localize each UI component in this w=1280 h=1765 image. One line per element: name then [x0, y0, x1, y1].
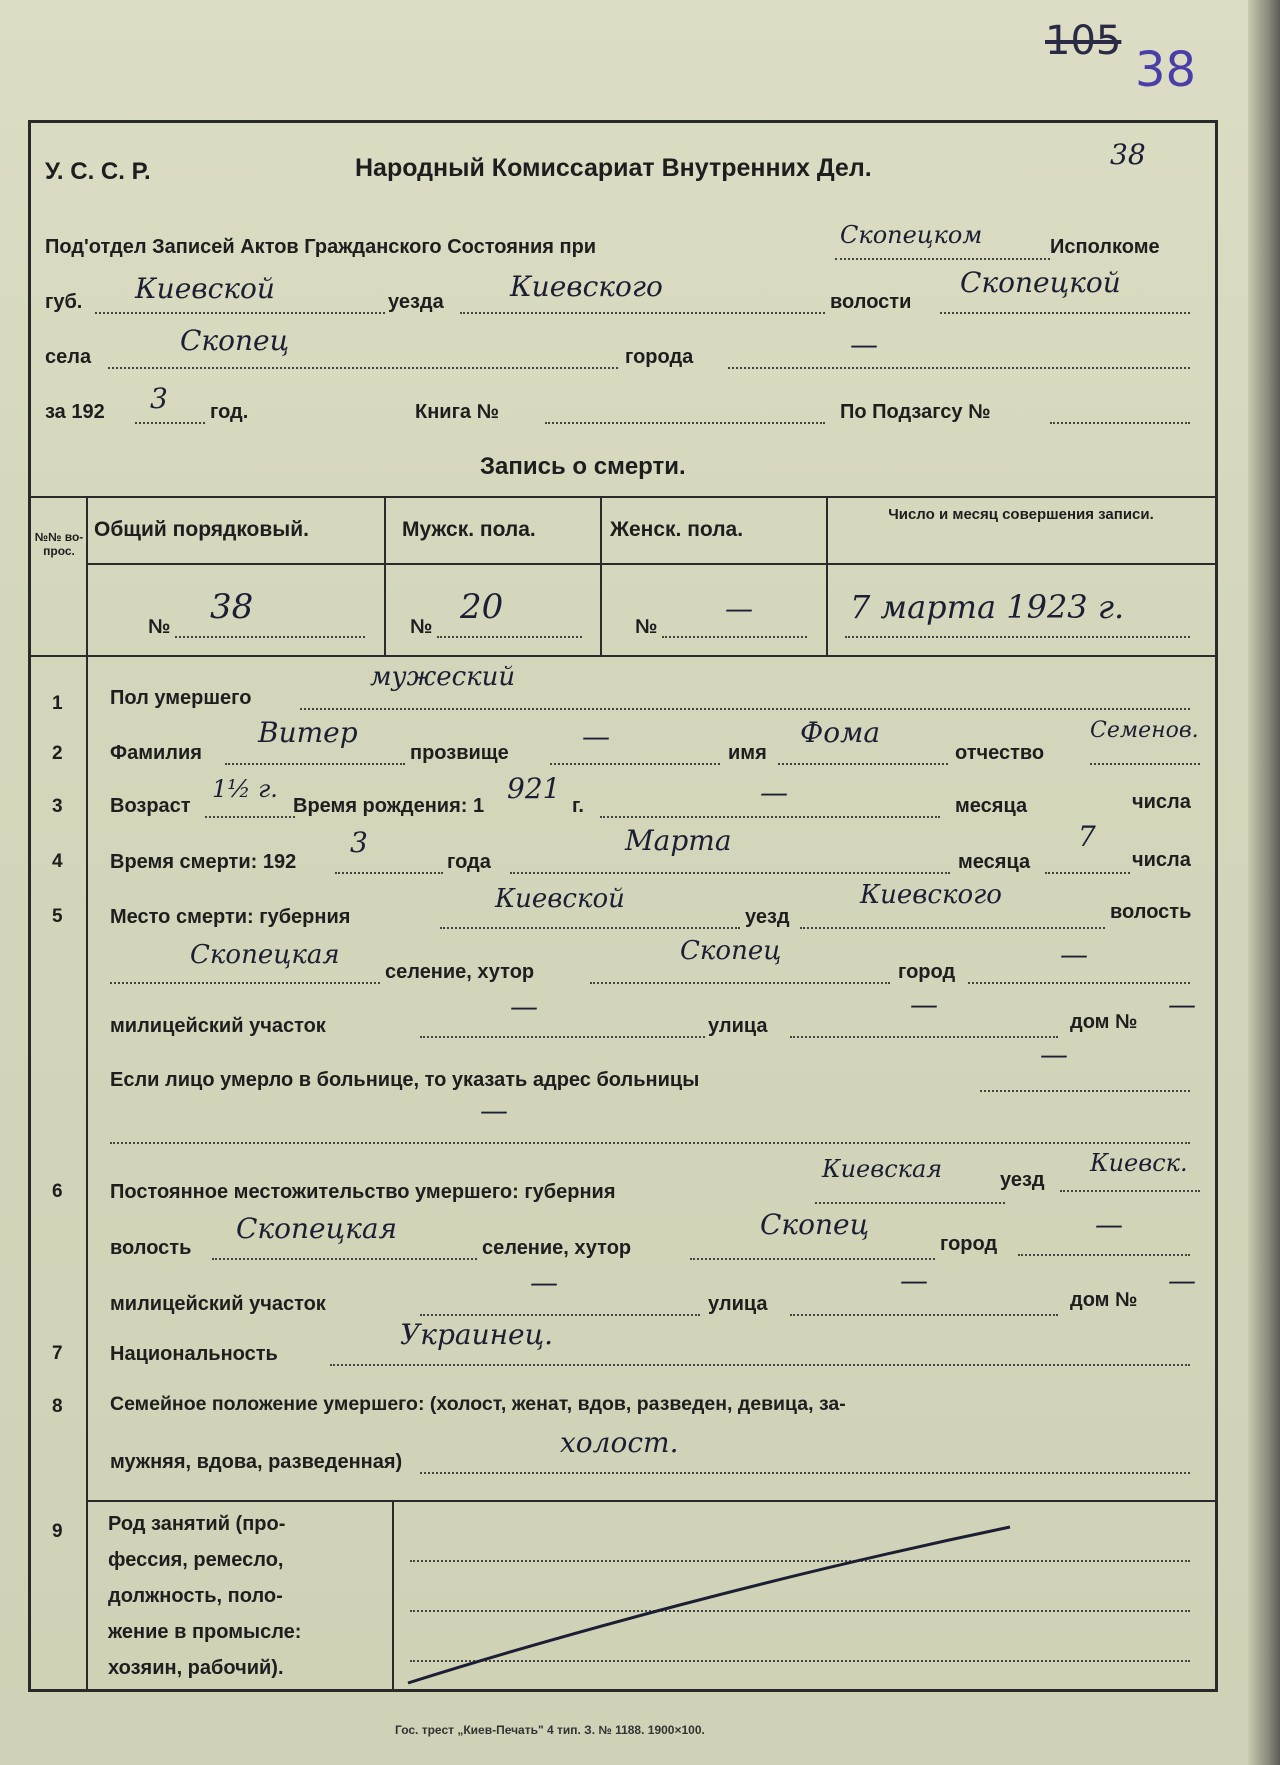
gub-line [95, 312, 385, 314]
record-number-handwritten: 38 [1110, 138, 1146, 171]
birth-month-value: — [760, 776, 788, 809]
age-line [205, 816, 295, 818]
death-month-value: Марта [625, 824, 732, 857]
residence-volost-line [212, 1258, 477, 1260]
death-uezd-label: уезд [745, 906, 790, 928]
death-gorod-value: — [1060, 938, 1088, 971]
row9-top-line [86, 1500, 1218, 1502]
hospital-value: — [1040, 1038, 1068, 1071]
death-day-value: 7 [1078, 820, 1096, 853]
patronymic-value: Семенов. [1090, 718, 1199, 743]
name-value: Фома [800, 716, 881, 749]
book-label: Книга № [415, 401, 499, 423]
marital-status-label: Семейное положение умершего: (холост, женат, вдов, разведен, девица, за- [110, 1393, 846, 1415]
nickname-label: прозвище [410, 742, 509, 764]
year-line [135, 422, 205, 424]
birth-day-label: числа [1132, 791, 1191, 813]
death-month-label: месяца [958, 851, 1031, 873]
birth-year-g: г. [572, 795, 584, 817]
volost-line [940, 312, 1190, 314]
marital-status-value: холост. [560, 1426, 679, 1459]
death-militia-label: милицейский участок [110, 1015, 326, 1037]
row-num-2: 2 [52, 743, 63, 764]
death-volost-line [110, 982, 380, 984]
occupation-line-3: должность, поло- [108, 1585, 283, 1607]
col-date-header: Число и месяц совершения записи. [888, 506, 1154, 523]
death-house-value: — [1168, 988, 1196, 1021]
subdept-value: Скопецком [840, 221, 983, 249]
table-col-sep-1 [384, 496, 386, 656]
gorod-value: — [850, 328, 878, 361]
val3-line [662, 636, 807, 638]
name-line [778, 763, 948, 765]
sex-line [300, 708, 1190, 710]
birth-year-value: 921 [507, 772, 561, 805]
death-street-line [790, 1036, 1058, 1038]
num-sign-2: № [410, 616, 433, 638]
struck-archive-number: 105 [1045, 18, 1122, 64]
death-month-line [510, 872, 950, 874]
nationality-label: Национальность [110, 1343, 278, 1365]
gorod-line [728, 367, 1190, 369]
table-col-sep-0 [86, 496, 88, 1692]
residence-gorod-value: — [1095, 1208, 1123, 1241]
row-num-5: 5 [52, 906, 63, 927]
subdept-label: Под'отдел Записей Актов Гражданского Состояния при [45, 236, 597, 258]
book-line [545, 422, 825, 424]
residence-militia-line [420, 1314, 700, 1316]
patronymic-label: отчество [955, 742, 1045, 764]
occupation-line-4: жение в промысле: [108, 1621, 302, 1643]
residence-selenie-line [690, 1258, 935, 1260]
nickname-line [550, 763, 720, 765]
male-number-value: 20 [460, 587, 504, 627]
gorod-label: города [625, 346, 694, 368]
residence-house-value: — [1168, 1264, 1196, 1297]
surname-label: Фамилия [110, 742, 202, 764]
age-label: Возраст [110, 795, 191, 817]
residence-street-value: — [900, 1264, 928, 1297]
death-street-value: — [910, 988, 938, 1021]
selo-line [108, 367, 618, 369]
row9-col-sep [392, 1500, 394, 1692]
record-date-value: 7 марта 1923 г. [850, 588, 1125, 626]
uezd-line [460, 312, 825, 314]
residence-volost-value: Скопецкая [236, 1212, 398, 1245]
residence-uezd-line [1060, 1190, 1200, 1192]
residence-house-label: дом № [1070, 1289, 1138, 1311]
val1-line [175, 636, 365, 638]
marital-status-label-2: мужняя, вдова, разведенная) [110, 1451, 403, 1473]
death-day-line [1045, 872, 1130, 874]
hospital-line-2 [110, 1142, 1190, 1144]
death-year-line [335, 872, 443, 874]
death-uezd-line [800, 927, 1105, 929]
col-female-header: Женск. пола. [610, 518, 744, 541]
nationality-line [330, 1364, 1190, 1366]
uezd-label: уезда [388, 291, 444, 313]
age-value: 1½ г. [212, 775, 278, 803]
death-gorod-label: город [898, 961, 956, 983]
birth-label: Время рождения: 1 [293, 795, 485, 817]
row-num-4: 4 [52, 851, 63, 872]
death-year-label: года [447, 851, 491, 873]
occupation-label [108, 1512, 383, 1680]
residence-uezd-value: Киевск. [1090, 1149, 1188, 1177]
birth-month-label: месяца [955, 795, 1028, 817]
residence-gorod-label: город [940, 1233, 998, 1255]
uezd-value: Киевского [510, 270, 663, 303]
table-bottom-line [31, 655, 1218, 657]
residence-gub-value: Киевская [822, 1155, 943, 1183]
death-uezd-value: Киевского [860, 880, 1002, 910]
death-house-label: дом № [1070, 1011, 1138, 1033]
patronymic-line [1090, 763, 1200, 765]
name-label: имя [728, 742, 767, 764]
residence-gub-line [815, 1202, 1005, 1204]
surname-line [225, 763, 405, 765]
death-year-value: 3 [350, 826, 368, 859]
residence-street-label: улица [708, 1293, 768, 1315]
row-num-8: 8 [52, 1396, 63, 1417]
gub-label: губ. [45, 291, 83, 313]
sex-value: мужеский [370, 662, 516, 692]
death-volost-value: Скопецкая [190, 940, 340, 970]
year-label: за 192 [45, 401, 105, 423]
death-street-label: улица [708, 1015, 768, 1037]
podzags-label: По Подзагсу № [840, 401, 991, 423]
col-male-header: Мужск. пола. [402, 518, 536, 541]
hospital-label: Если лицо умерло в больнице, то указать адрес больницы [110, 1069, 700, 1091]
residence-gorod-line [1018, 1254, 1190, 1256]
republic-label: У. С. С. Р. [45, 158, 151, 185]
selo-label: села [45, 346, 92, 368]
gub-value: Киевской [135, 272, 275, 305]
row-num-3: 3 [52, 796, 63, 817]
subdept-line [835, 258, 1050, 260]
nationality-value: Украинец. [400, 1318, 554, 1351]
death-gub-value: Киевской [495, 884, 625, 914]
val2-line [437, 636, 582, 638]
residence-uezd-label: уезд [1000, 1169, 1045, 1191]
table-top-line [31, 496, 1218, 498]
residence-militia-value: — [530, 1266, 558, 1299]
nickname-value: — [582, 720, 610, 753]
occupation-line-2: фессия, ремесло, [108, 1549, 284, 1571]
volost-label: волости [830, 291, 912, 313]
surname-value: Витер [258, 716, 358, 749]
num-sign-3: № [635, 616, 658, 638]
table-header-line [86, 563, 1218, 565]
year-value: 3 [150, 382, 168, 415]
occupation-line-5: хозяин, рабочий). [108, 1657, 284, 1679]
table-col-sep-2 [600, 496, 602, 656]
god-label: год. [210, 401, 249, 423]
page-edge [1248, 0, 1280, 1765]
val4-line [845, 636, 1190, 638]
occupation-line-1: Род занятий (про- [108, 1513, 286, 1535]
residence-selenie-value: Скопец [760, 1208, 870, 1241]
death-selenie-label: селение, хутор [385, 961, 535, 983]
residence-volost-label: волость [110, 1237, 192, 1259]
commissariat-title: Народный Комиссариат Внутренних Дел. [355, 154, 872, 182]
residence-street-line [790, 1314, 1058, 1316]
row-num-7: 7 [52, 1343, 63, 1364]
occupation-strike-line [400, 1515, 1020, 1695]
death-militia-value: — [510, 990, 538, 1023]
residence-militia-label: милицейский участок [110, 1293, 326, 1315]
printer-footer: Гос. трест „Киев-Печать" 4 тип. З. № 1188. 1900×100. [395, 1723, 705, 1737]
row-num-6: 6 [52, 1181, 63, 1202]
podzags-line [1050, 422, 1190, 424]
sex-label: Пол умершего [110, 687, 252, 709]
archive-number: 38 [1135, 42, 1197, 98]
death-selenie-value: Скопец [680, 936, 782, 966]
hospital-line [980, 1090, 1190, 1092]
question-number-header: №№ во- прос. [34, 530, 84, 558]
death-gorod-line [968, 982, 1190, 984]
death-day-label: числа [1132, 849, 1191, 871]
document-title: Запись о смерти. [480, 453, 686, 480]
death-militia-line [420, 1036, 705, 1038]
death-gub-line [440, 927, 740, 929]
num-sign-1: № [148, 616, 171, 638]
volost-value: Скопецкой [960, 266, 1121, 299]
marital-status-line [420, 1472, 1190, 1474]
hospital-value-2: — [480, 1094, 508, 1127]
col-total-header: Общий порядковый. [94, 518, 309, 541]
row-num-1: 1 [52, 693, 63, 714]
residence-selenie-label: селение, хутор [482, 1237, 632, 1259]
row-num-9: 9 [52, 1521, 63, 1542]
residence-label: Постоянное местожительство умершего: губерния [110, 1181, 616, 1203]
female-number-value: — [725, 592, 753, 625]
selo-value: Скопец [180, 324, 290, 357]
death-time-label: Время смерти: 192 [110, 851, 297, 873]
death-place-label: Место смерти: губерния [110, 906, 351, 928]
birth-month-line [600, 816, 940, 818]
subdept-suffix: Исполкоме [1050, 236, 1160, 258]
table-col-sep-3 [826, 496, 828, 656]
death-selenie-line [590, 982, 890, 984]
death-volost-label: волость [1110, 901, 1192, 923]
total-number-value: 38 [210, 587, 254, 627]
